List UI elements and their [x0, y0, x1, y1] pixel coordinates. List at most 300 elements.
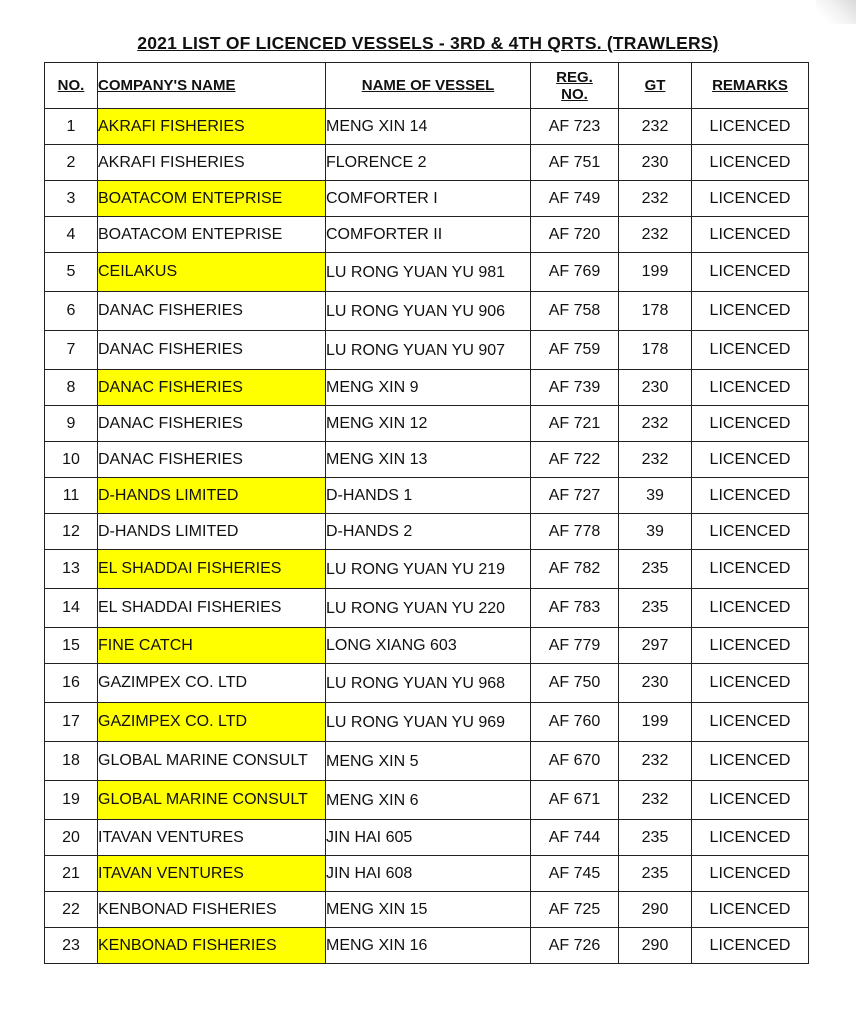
remarks [692, 442, 809, 478]
company-name-text: CEILAKUS [98, 263, 178, 280]
company-name-text: GAZIMPEX CO. LTD [98, 713, 248, 730]
remarks [692, 742, 809, 781]
vessel-name [326, 856, 531, 892]
company-name [98, 514, 326, 550]
table-row [45, 217, 809, 253]
row-number [45, 442, 98, 478]
gross-tonnage-text: 235 [641, 864, 669, 882]
company-name [98, 820, 326, 856]
gross-tonnage [619, 109, 692, 145]
table-row [45, 292, 809, 331]
remarks-text: LICENCED [709, 153, 791, 171]
reg-number [531, 370, 619, 406]
gross-tonnage [619, 370, 692, 406]
company-name [98, 628, 326, 664]
vessel-name [326, 589, 531, 628]
reg-number [531, 406, 619, 442]
vessel-name [326, 628, 531, 664]
vessel-name [326, 442, 531, 478]
company-name-text: GLOBAL MARINE CONSULT [98, 752, 308, 769]
reg-number [531, 589, 619, 628]
row-number-text: 19 [62, 791, 80, 808]
gross-tonnage [619, 292, 692, 331]
table-row [45, 820, 809, 856]
vessel-name [326, 742, 531, 781]
table-row [45, 781, 809, 820]
gross-tonnage [619, 589, 692, 628]
vessel-name [326, 478, 531, 514]
header-remarks: REMARKS [692, 63, 809, 109]
gross-tonnage [619, 217, 692, 253]
remarks [692, 928, 809, 964]
remarks-text: LICENCED [709, 713, 791, 730]
remarks [692, 550, 809, 589]
reg-number [531, 145, 619, 181]
vessel-name-text: MENG XIN 12 [326, 415, 428, 432]
vessel-name [326, 928, 531, 964]
table-header-row [45, 63, 809, 109]
gross-tonnage-text: 230 [641, 153, 669, 171]
reg-number [531, 628, 619, 664]
header-company-name: COMPANY'S NAME [98, 63, 326, 109]
company-name-text: AKRAFI FISHERIES [98, 117, 245, 135]
company-name-text: EL SHADDAI FISHERIES [98, 560, 282, 577]
reg-number [531, 820, 619, 856]
gross-tonnage-text: 290 [641, 900, 669, 918]
company-name [98, 331, 326, 370]
company-name [98, 589, 326, 628]
company-name-text: DANAC FISHERIES [98, 414, 243, 432]
row-number-text: 12 [62, 522, 80, 540]
gross-tonnage-text: 178 [641, 302, 669, 319]
gross-tonnage-text: 230 [641, 674, 669, 691]
gross-tonnage [619, 253, 692, 292]
row-number-text: 13 [62, 560, 80, 577]
gross-tonnage-text: 178 [641, 341, 669, 358]
table-row [45, 406, 809, 442]
gross-tonnage-text: 232 [641, 189, 669, 207]
gross-tonnage [619, 928, 692, 964]
reg-number [531, 664, 619, 703]
row-number [45, 145, 98, 181]
remarks-text: LICENCED [709, 341, 791, 358]
gross-tonnage-text: 232 [641, 225, 669, 243]
gross-tonnage [619, 331, 692, 370]
reg-number-text: AF 745 [548, 864, 601, 882]
gross-tonnage-text: 199 [641, 713, 669, 730]
row-number-text: 2 [66, 153, 76, 171]
vessel-name [326, 181, 531, 217]
vessel-name-text: D-HANDS 2 [326, 523, 413, 540]
gross-tonnage [619, 550, 692, 589]
row-number [45, 181, 98, 217]
company-name-text: GAZIMPEX CO. LTD [98, 674, 248, 691]
vessel-name-text: D-HANDS 1 [326, 487, 413, 504]
reg-number [531, 478, 619, 514]
company-name [98, 892, 326, 928]
table-row [45, 664, 809, 703]
reg-number-text: AF 723 [548, 117, 601, 135]
gross-tonnage [619, 664, 692, 703]
gross-tonnage-text: 232 [641, 450, 669, 468]
gross-tonnage [619, 781, 692, 820]
row-number-text: 17 [62, 713, 80, 730]
reg-number-text: AF 744 [548, 828, 601, 846]
remarks [692, 514, 809, 550]
row-number [45, 628, 98, 664]
row-number [45, 253, 98, 292]
remarks-text: LICENCED [709, 117, 791, 135]
remarks [692, 181, 809, 217]
row-number [45, 892, 98, 928]
reg-number-text: AF 783 [548, 599, 601, 616]
row-number [45, 406, 98, 442]
header-gt: GT [619, 63, 692, 109]
vessel-name-text: LU RONG YUAN YU 907 [326, 341, 506, 359]
reg-number-text: AF 726 [548, 936, 601, 954]
remarks [692, 856, 809, 892]
reg-number [531, 703, 619, 742]
vessel-name-text: COMFORTER II [326, 226, 443, 243]
remarks [692, 109, 809, 145]
table-row [45, 514, 809, 550]
header-vessel-name: NAME OF VESSEL [326, 63, 531, 109]
reg-number [531, 181, 619, 217]
remarks [692, 820, 809, 856]
remarks [692, 781, 809, 820]
company-name-text: DANAC FISHERIES [98, 450, 243, 468]
document-title: 2021 LIST OF LICENCED VESSELS - 3RD & 4TH QRTS. (TRAWLERS) [137, 33, 719, 53]
reg-number-text: AF 670 [548, 752, 601, 769]
gross-tonnage [619, 514, 692, 550]
table-row [45, 928, 809, 964]
vessel-name-text: MENG XIN 15 [326, 901, 428, 918]
remarks-text: LICENCED [709, 414, 791, 432]
vessel-name-text: MENG XIN 6 [326, 791, 419, 809]
row-number-text: 15 [62, 636, 80, 654]
row-number [45, 514, 98, 550]
gross-tonnage-text: 235 [641, 828, 669, 846]
remarks-text: LICENCED [709, 486, 791, 504]
row-number-text: 22 [62, 900, 80, 918]
gross-tonnage-text: 39 [646, 486, 664, 504]
reg-number-text: AF 779 [548, 636, 601, 654]
remarks-text: LICENCED [709, 864, 791, 882]
company-name [98, 856, 326, 892]
row-number-text: 7 [66, 341, 76, 358]
row-number-text: 3 [66, 189, 76, 207]
reg-number [531, 109, 619, 145]
vessel-name [326, 664, 531, 703]
remarks-text: LICENCED [709, 189, 791, 207]
table-row [45, 331, 809, 370]
reg-number [531, 253, 619, 292]
company-name-text: GLOBAL MARINE CONSULT [98, 791, 308, 808]
remarks-text: LICENCED [709, 791, 791, 808]
remarks-text: LICENCED [709, 450, 791, 468]
vessel-name [326, 253, 531, 292]
reg-number [531, 550, 619, 589]
company-name-text: ITAVAN VENTURES [98, 864, 244, 882]
row-number [45, 589, 98, 628]
row-number-text: 4 [66, 225, 76, 243]
vessel-name-text: LONG XIANG 603 [326, 637, 457, 654]
row-number-text: 11 [62, 486, 80, 504]
reg-number [531, 928, 619, 964]
reg-number-text: AF 769 [548, 263, 601, 280]
vessel-name [326, 370, 531, 406]
vessel-name-text: LU RONG YUAN YU 981 [326, 263, 506, 281]
gross-tonnage-text: 235 [641, 599, 669, 616]
row-number-text: 18 [62, 752, 80, 769]
company-name [98, 478, 326, 514]
remarks [692, 217, 809, 253]
gross-tonnage-text: 290 [641, 936, 669, 954]
company-name [98, 217, 326, 253]
gross-tonnage [619, 478, 692, 514]
table-row [45, 145, 809, 181]
remarks [692, 478, 809, 514]
vessel-name-text: MENG XIN 13 [326, 451, 428, 468]
gross-tonnage [619, 406, 692, 442]
remarks-text: LICENCED [709, 302, 791, 319]
company-name [98, 292, 326, 331]
gross-tonnage-text: 235 [641, 560, 669, 577]
gross-tonnage-text: 297 [641, 636, 669, 654]
row-number-text: 6 [66, 302, 76, 319]
reg-number-text: AF 721 [548, 414, 601, 432]
remarks-text: LICENCED [709, 599, 791, 616]
reg-number [531, 331, 619, 370]
vessel-list-table [44, 62, 809, 964]
gross-tonnage [619, 145, 692, 181]
table-row [45, 370, 809, 406]
company-name [98, 181, 326, 217]
gross-tonnage [619, 856, 692, 892]
vessel-name [326, 145, 531, 181]
remarks-text: LICENCED [709, 560, 791, 577]
page-corner-shadow [816, 0, 856, 24]
row-number-text: 14 [62, 599, 80, 616]
company-name [98, 109, 326, 145]
gross-tonnage [619, 442, 692, 478]
reg-number-text: AF 739 [548, 378, 601, 396]
reg-number [531, 217, 619, 253]
vessel-name [326, 550, 531, 589]
remarks-text: LICENCED [709, 936, 791, 954]
remarks-text: LICENCED [709, 378, 791, 396]
gross-tonnage-text: 232 [641, 117, 669, 135]
row-number [45, 217, 98, 253]
vessel-name-text: LU RONG YUAN YU 220 [326, 599, 506, 617]
company-name-text: KENBONAD FISHERIES [98, 900, 277, 918]
vessel-name-text: LU RONG YUAN YU 219 [326, 560, 506, 578]
table-row [45, 253, 809, 292]
company-name [98, 406, 326, 442]
remarks [692, 892, 809, 928]
row-number-text: 21 [62, 864, 80, 882]
company-name-text: BOATACOM ENTEPRISE [98, 225, 283, 243]
row-number [45, 370, 98, 406]
vessel-name [326, 292, 531, 331]
remarks [692, 292, 809, 331]
remarks-text: LICENCED [709, 636, 791, 654]
table-row [45, 703, 809, 742]
remarks-text: LICENCED [709, 522, 791, 540]
remarks [692, 589, 809, 628]
row-number [45, 820, 98, 856]
company-name-text: D-HANDS LIMITED [98, 522, 239, 540]
table-row [45, 742, 809, 781]
vessel-name [326, 892, 531, 928]
vessel-name-text: LU RONG YUAN YU 906 [326, 302, 506, 320]
vessel-name-text: MENG XIN 14 [326, 118, 428, 135]
vessel-name [326, 514, 531, 550]
row-number [45, 928, 98, 964]
reg-number-text: AF 760 [548, 713, 601, 730]
company-name [98, 145, 326, 181]
row-number-text: 23 [62, 936, 80, 954]
row-number [45, 331, 98, 370]
table-row [45, 892, 809, 928]
remarks [692, 664, 809, 703]
row-number-text: 20 [62, 828, 80, 846]
remarks-text: LICENCED [709, 225, 791, 243]
row-number [45, 292, 98, 331]
gross-tonnage [619, 742, 692, 781]
vessel-name-text: JIN HAI 608 [326, 865, 413, 882]
gross-tonnage [619, 628, 692, 664]
vessel-name [326, 703, 531, 742]
vessel-name [326, 217, 531, 253]
vessel-name [326, 781, 531, 820]
row-number-text: 5 [66, 263, 76, 280]
reg-number-text: AF 727 [548, 486, 601, 504]
vessel-name-text: MENG XIN 9 [326, 379, 419, 396]
header-reg-no: REG. NO. [531, 63, 619, 109]
row-number-text: 9 [66, 414, 76, 432]
table-row [45, 109, 809, 145]
vessel-name-text: COMFORTER I [326, 190, 438, 207]
gross-tonnage [619, 703, 692, 742]
reg-number-text: AF 720 [548, 225, 601, 243]
company-name [98, 742, 326, 781]
company-name [98, 370, 326, 406]
row-number [45, 109, 98, 145]
company-name-text: FINE CATCH [98, 636, 193, 654]
row-number [45, 742, 98, 781]
vessel-name-text: MENG XIN 16 [326, 937, 428, 954]
company-name-text: KENBONAD FISHERIES [98, 936, 277, 954]
reg-number-text: AF 750 [548, 674, 601, 691]
vessel-name-text: MENG XIN 5 [326, 752, 419, 770]
remarks [692, 406, 809, 442]
gross-tonnage [619, 892, 692, 928]
reg-number-text: AF 782 [548, 560, 601, 577]
company-name [98, 442, 326, 478]
gross-tonnage-text: 199 [641, 263, 669, 280]
row-number-text: 16 [62, 674, 80, 691]
company-name-text: DANAC FISHERIES [98, 378, 243, 396]
reg-number-text: AF 749 [548, 189, 601, 207]
row-number [45, 703, 98, 742]
gross-tonnage-text: 232 [641, 414, 669, 432]
reg-number [531, 514, 619, 550]
company-name [98, 928, 326, 964]
gross-tonnage [619, 181, 692, 217]
remarks-text: LICENCED [709, 263, 791, 280]
gross-tonnage [619, 820, 692, 856]
row-number [45, 781, 98, 820]
reg-number-text: AF 758 [548, 302, 601, 319]
reg-number [531, 781, 619, 820]
remarks [692, 331, 809, 370]
vessel-name-text: FLORENCE 2 [326, 154, 427, 171]
vessel-name [326, 331, 531, 370]
vessel-name [326, 109, 531, 145]
row-number [45, 550, 98, 589]
vessel-name [326, 820, 531, 856]
reg-number-text: AF 671 [548, 791, 601, 808]
row-number [45, 478, 98, 514]
reg-number-text: AF 778 [548, 522, 601, 540]
remarks-text: LICENCED [709, 674, 791, 691]
remarks-text: LICENCED [709, 900, 791, 918]
table-row [45, 628, 809, 664]
reg-number [531, 856, 619, 892]
company-name-text: BOATACOM ENTEPRISE [98, 189, 283, 207]
remarks-text: LICENCED [709, 828, 791, 846]
reg-number [531, 292, 619, 331]
gross-tonnage-text: 232 [641, 752, 669, 769]
company-name [98, 253, 326, 292]
table-row [45, 442, 809, 478]
remarks [692, 628, 809, 664]
company-name-text: ITAVAN VENTURES [98, 828, 244, 846]
remarks-text: LICENCED [709, 752, 791, 769]
table-row [45, 589, 809, 628]
reg-number [531, 892, 619, 928]
table-row [45, 181, 809, 217]
gross-tonnage-text: 232 [641, 791, 669, 808]
vessel-name-text: LU RONG YUAN YU 969 [326, 713, 506, 731]
reg-number-text: AF 722 [548, 450, 601, 468]
table-row [45, 856, 809, 892]
table-row [45, 478, 809, 514]
table-row [45, 550, 809, 589]
company-name-text: D-HANDS LIMITED [98, 486, 239, 504]
row-number [45, 856, 98, 892]
reg-number [531, 442, 619, 478]
company-name [98, 550, 326, 589]
company-name-text: AKRAFI FISHERIES [98, 153, 245, 171]
remarks [692, 253, 809, 292]
vessel-name [326, 406, 531, 442]
reg-number-text: AF 751 [548, 153, 601, 171]
row-number [45, 664, 98, 703]
gross-tonnage-text: 39 [646, 522, 664, 540]
company-name [98, 664, 326, 703]
vessel-name-text: JIN HAI 605 [326, 829, 413, 846]
company-name [98, 781, 326, 820]
reg-number-text: AF 759 [548, 341, 601, 358]
company-name-text: DANAC FISHERIES [98, 302, 243, 319]
vessel-name-text: LU RONG YUAN YU 968 [326, 674, 506, 692]
reg-number [531, 742, 619, 781]
company-name-text: DANAC FISHERIES [98, 341, 243, 358]
row-number-text: 1 [66, 117, 76, 135]
company-name [98, 703, 326, 742]
